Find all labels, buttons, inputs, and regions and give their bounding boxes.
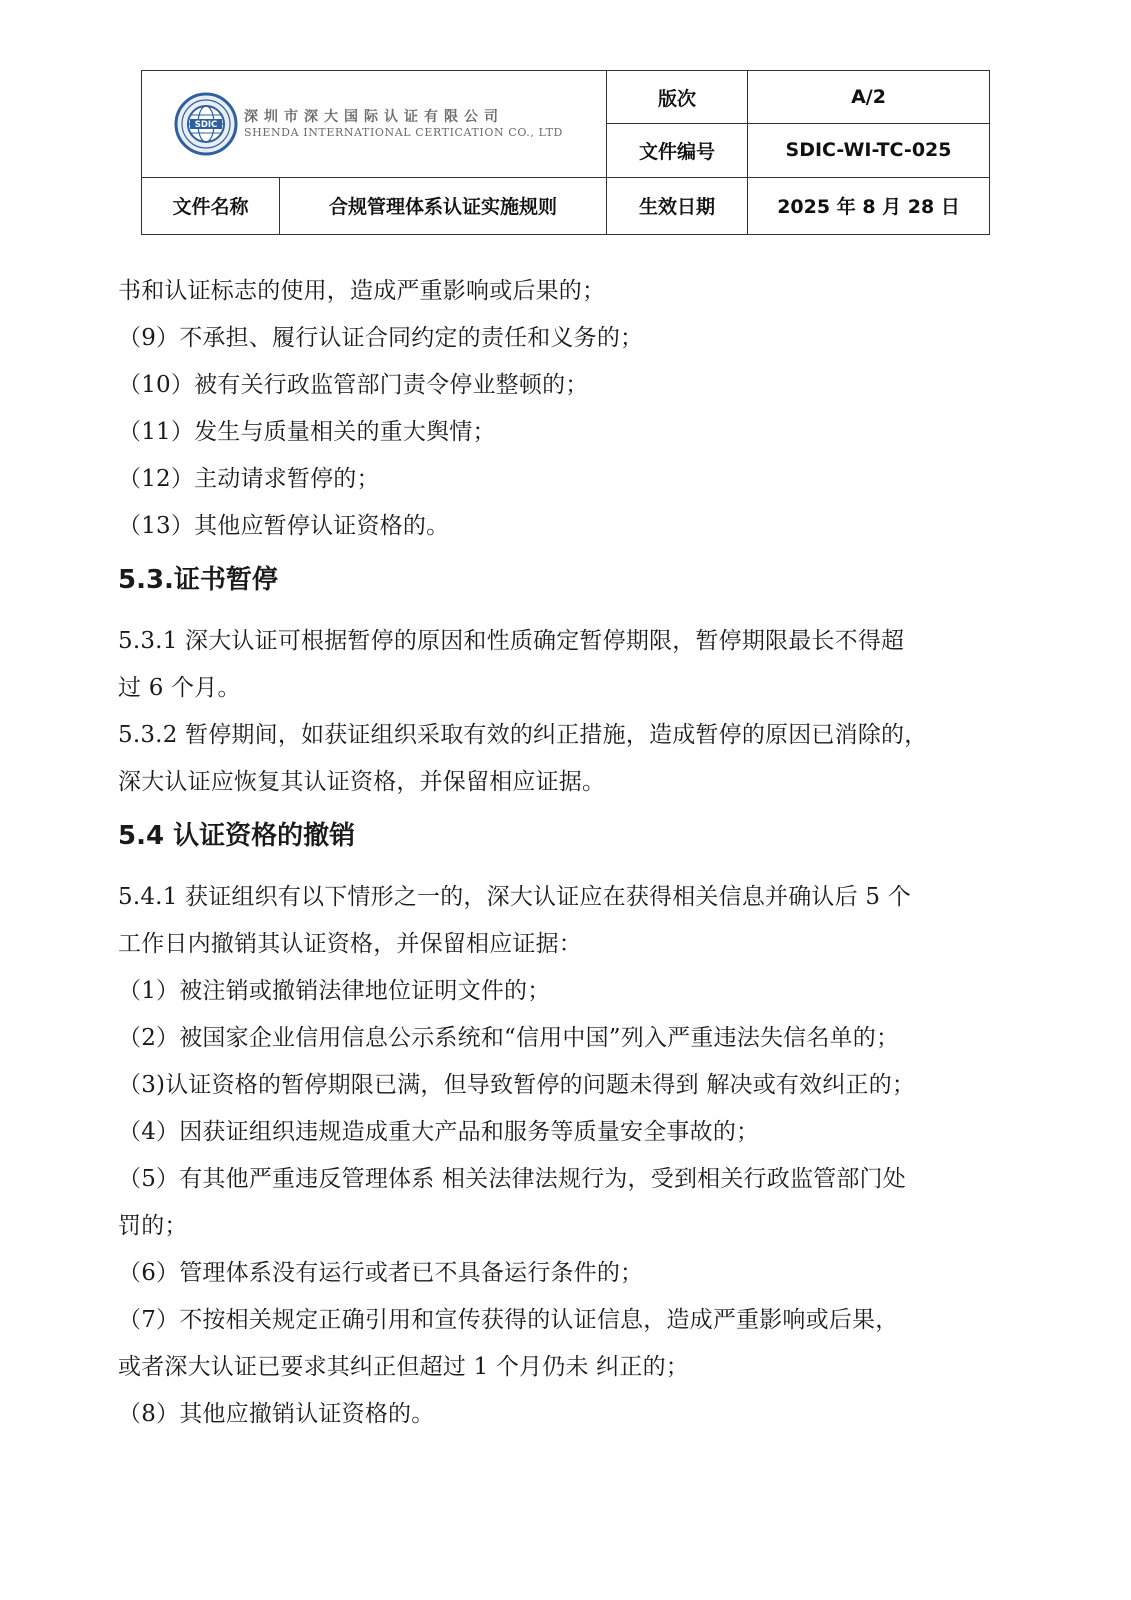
list-item-revoke-8: （8）其他应撤销认证资格的。: [118, 1401, 435, 1427]
clause-5-3-2-line2: 深大认证应恢复其认证资格，并保留相应证据。: [118, 769, 606, 795]
clause-5-4-1-line1: 5.4.1 获证组织有以下情形之一的，深大认证应在获得相关信息并确认后 5 个: [118, 884, 911, 910]
document-header-table: [141, 70, 990, 235]
doc-name-label: 文件名称: [142, 177, 280, 234]
logo-cell: [142, 71, 607, 178]
company-name-cn: 深圳市深大国际认证有限公司: [244, 108, 504, 125]
list-item-suspend-12: （12）主动请求暂停的；: [118, 466, 380, 492]
clause-5-3-1-line1: 5.3.1 深大认证可根据暂停的原因和性质确定暂停期限，暂停期限最长不得超: [118, 628, 905, 654]
section-heading-5-4: 5.4 认证资格的撤销: [118, 821, 356, 851]
effective-date-label: 生效日期: [607, 177, 748, 234]
effective-date-value: 2025 年 8 月 28 日: [748, 177, 990, 234]
list-item-suspend-13: （13）其他应暂停认证资格的。: [118, 513, 450, 539]
list-item-suspend-9: （9）不承担、履行认证合同约定的责任和义务的；: [118, 325, 644, 351]
edition-value: A/2: [748, 71, 990, 124]
doc-number-value: SDIC-WI-TC-025: [748, 124, 990, 177]
list-item-suspend-11: （11）发生与质量相关的重大舆情；: [118, 419, 496, 445]
paragraph-continued: 书和认证标志的使用，造成严重影响或后果的；: [118, 278, 606, 304]
section-heading-5-3: 5.3.证书暂停: [118, 565, 278, 595]
doc-number-label: 文件编号: [607, 124, 748, 177]
list-item-revoke-7-line2: 或者深大认证已要求其纠正但超过 1 个月仍未 纠正的；: [118, 1354, 689, 1380]
list-item-revoke-3: （3)认证资格的暂停期限已满，但导致暂停的问题未得到 解决或有效纠正的；: [118, 1072, 916, 1098]
list-item-revoke-6: （6）管理体系没有运行或者已不具备运行条件的；: [118, 1260, 644, 1286]
list-item-revoke-2: （2）被国家企业信用信息公示系统和“信用中国”列入严重违法失信名单的；: [118, 1025, 900, 1051]
globe-logo-icon: [174, 92, 238, 156]
doc-name-value: 合规管理体系认证实施规则: [280, 177, 607, 234]
clause-5-3-1-line2: 过 6 个月。: [118, 675, 241, 701]
company-name-en: SHENDA INTERNATIONAL CERTICATION CO., LTD: [244, 125, 563, 139]
list-item-revoke-5-line1: （5）有其他严重违反管理体系 相关法律法规行为，受到相关行政监管部门处: [118, 1166, 906, 1192]
list-item-revoke-1: （1）被注销或撤销法律地位证明文件的；: [118, 978, 551, 1004]
list-item-revoke-4: （4）因获证组织违规造成重大产品和服务等质量安全事故的；: [118, 1119, 760, 1145]
list-item-revoke-7-line1: （7）不按相关规定正确引用和宣传获得的认证信息，造成严重影响或后果，: [118, 1307, 899, 1333]
logo-mark-text: SDIC: [194, 119, 218, 130]
clause-5-3-2-line1: 5.3.2 暂停期间，如获证组织采取有效的纠正措施，造成暂停的原因已消除的，: [118, 722, 928, 748]
list-item-revoke-5-line2: 罚的；: [118, 1213, 188, 1239]
company-logo: [174, 92, 606, 156]
list-item-suspend-10: （10）被有关行政监管部门责令停业整顿的；: [118, 372, 589, 398]
document-body: [118, 268, 1018, 1438]
clause-5-4-1-line2: 工作日内撤销其认证资格，并保留相应证据：: [118, 931, 582, 957]
edition-label: 版次: [607, 71, 748, 124]
